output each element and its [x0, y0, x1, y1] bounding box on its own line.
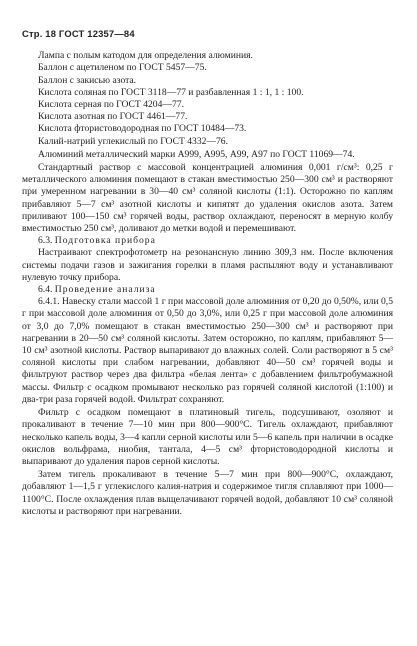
reagent-item: Лампа с полым катодом для определения алюминия. [38, 50, 253, 62]
reagent-item: Калий-натрий углекислый по ГОСТ 4332—76. [38, 135, 229, 147]
reagent-item: Кислота фтористоводородная по ГОСТ 10484—73. [38, 123, 247, 135]
reagent-item: Баллон с закисью азота. [38, 74, 137, 86]
section-title: Подготовка прибора [54, 235, 156, 247]
reagent-item: Кислота соляная по ГОСТ 3118—77 и разбавленная 1 : 1, 1 : 100. [38, 86, 304, 98]
reagent-list [22, 50, 393, 148]
reagent-item: Кислота серная по ГОСТ 4204—77. [38, 99, 184, 111]
crucible-paragraph: Затем тигель прокаливают в течение 5—7 мин при 800—900°С, охлаждают, добавляют 1—1,5 г углекислого калия-натрия и содержимое тигля сплавляют при 1000—1100°С. После охлаждения плав выщелачивают горячей водой, добавляют 10 см³ соляной кислоты и растворяют при нагревании. [22, 469, 393, 517]
page-header: Стр. 18 ГОСТ 12357—84 [22, 28, 135, 39]
filter-paragraph: Фильтр с осадком помещают в платиновый тигель, подсушивают, озоляют и прокаливают в течение 7—10 мин при 800—900°С. Тигель охлаждают, прибавляют несколько капель воды, 3—4 капли серной кислоты или 5—6 капель при наличии в осадке окислов вольфрама, ниобия, тантала, 4—5 см³ фтористоводородной кислоты и выпаривают до удаления паров серной кислоты. [22, 407, 393, 467]
section-number: 6.4. [38, 284, 53, 296]
standard-solution-paragraph: Стандартный раствор с массовой концентрацией алюминия 0,001 г/см³: 0,25 г металлического алюминия помещают в стакан вместимостью 250—300 см³ и растворяют при умеренном нагревании в 30—40 см³ соляной кислоты (1:1). Осторожно по каплям прибавляют 5—7 см³ азотной кислоты и кипятят до удаления окислов азота. Затем приливают 100—150 см³ горячей воды, раствор охлаждают, переносят в мерную колбу вместимостью 250 см³, доливают до метки водой и перемешивают. [22, 162, 393, 235]
section-6-3-heading [22, 235, 393, 247]
device-paragraph: Настраивают спектрофотометр на резонансную линию 309,3 нм. После включения системы подачи газов и зажигания горелки в пламя распыляют воду и устанавливают нулевую точку прибора. [22, 247, 393, 283]
paragraph-6-4-1: 6.4.1. Навеску стали массой 1 г при массовой доле алюминия от 0,20 до 0,50%, или 0,5 г при массовой доле алюминия от 0,50 до 3,0%, или 0,25 г при массовой доле алюминия от 3,0 до 7,0% помещают в стакан вместимостью 250—300 см³ и растворяют при нагревании в 20—50 см³ соляной кислоты. Затем осторожно, по каплям, прибавляют 5—10 см³ азотной кислоты. Раствор выпаривают до влажных солей. Соли растворяют в 5 см³ соляной кислоты при слабом нагревании, добавляют 40—50 см³ горячей воды и фильтруют раствор через два фильтра «белая лента» с добавлением фильтробумажной массы. Фильтр с осадком промывают несколько раз горячей соляной кислотой (1:100) и два-три раза горячей водой. Фильтрат сохраняют. [22, 296, 393, 405]
section-number: 6.3. [38, 235, 53, 247]
section-6-4-heading [22, 284, 393, 296]
section-title: Проведение анализа [54, 284, 156, 296]
reagent-item: Кислота азотная по ГОСТ 4461—77. [38, 111, 188, 123]
aluminium-paragraph: Алюминий металлический марки А999, А995, А99, А97 по ГОСТ 11069—74. [38, 148, 355, 160]
reagent-item: Баллон с ацетиленом по ГОСТ 5457—75. [38, 62, 207, 74]
